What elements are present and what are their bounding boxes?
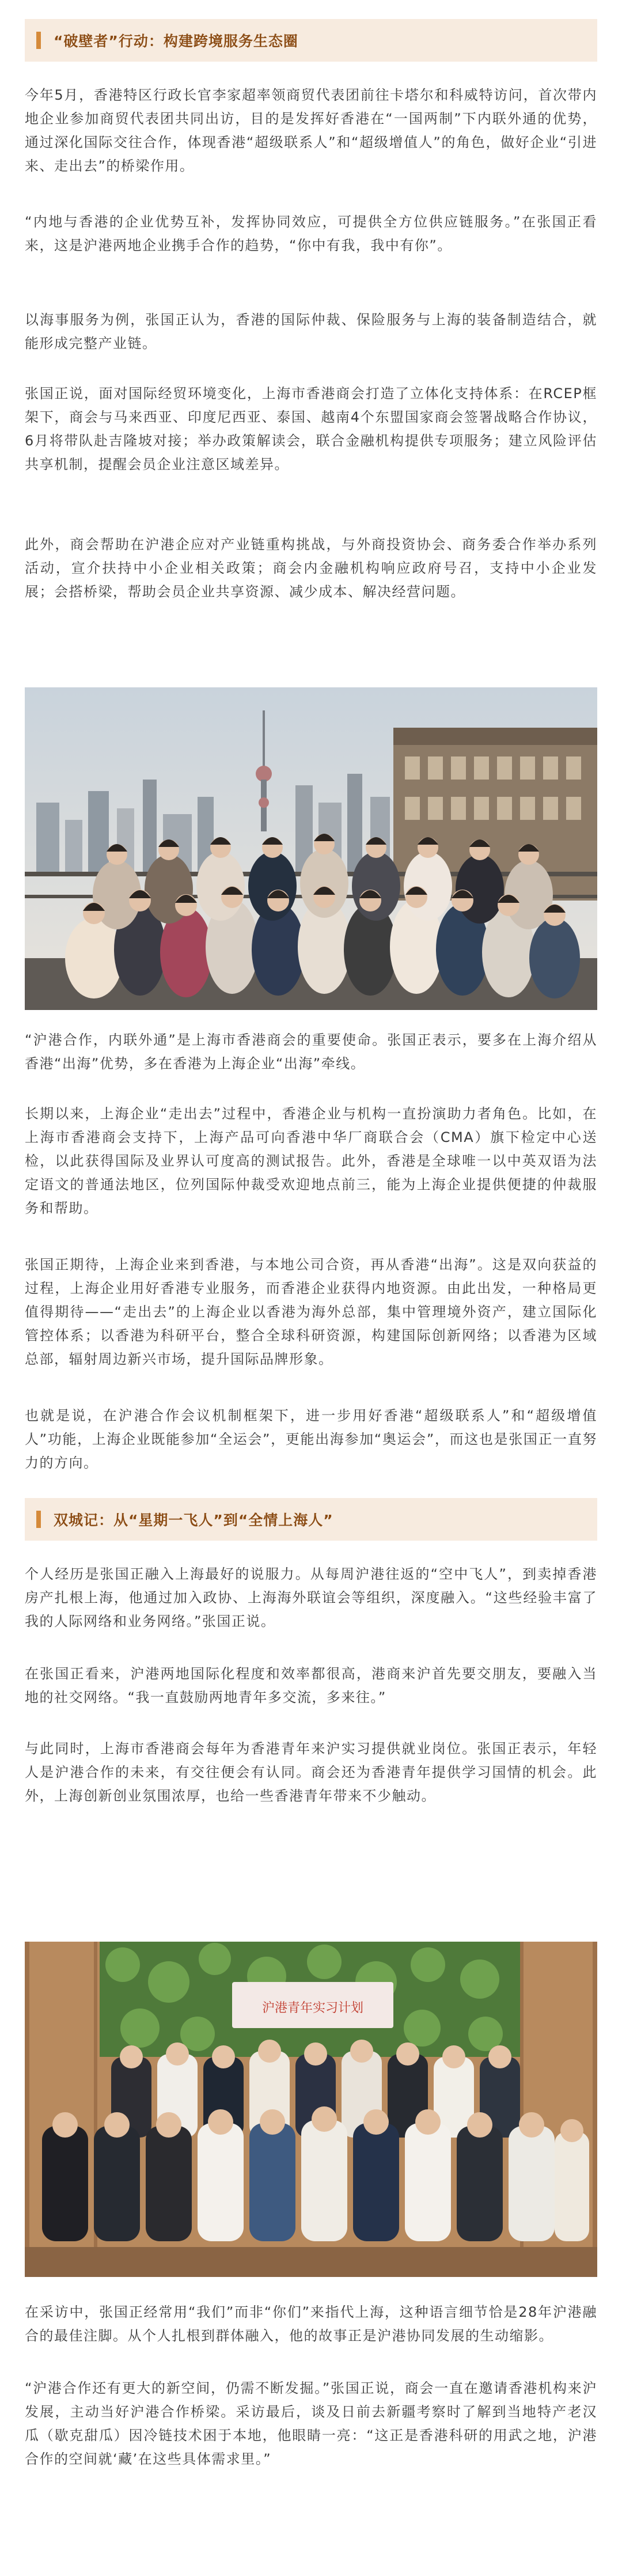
paragraph: 长期以来，上海企业“走出去”过程中，香港企业与机构一直扮演助力者角色。比如，在上海市香港商会支持下，上海产品可向香港中华厂商联合会（CMA）旗下检定中心送检，以此获得国际及业界认可度高的测试报告。此外，香港是全球唯一以中英双语为法定语文的普通法地区，位列国际仲裁受欢迎地点前三，能为上海企业提供便捷的仲裁服务和帮助。 [25,1106,597,1216]
paragraph: “沪港合作，内联外通”是上海市香港商会的重要使命。张国正表示，要多在上海介绍从香港“出海”优势，多在香港为上海企业“出海”牵线。 [25,1032,597,1072]
paragraph: 在张国正看来，沪港两地国际化程度和效率都很高，港商来沪首先要交朋友，要融入当地的社交网络。“我一直鼓励两地青年多交流，多来往。” [25,1666,597,1705]
paragraph: 在采访中，张国正经常用“我们”而非“你们”来指代上海，这种语言细节恰是28年沪港融合的最佳注脚。从个人扎根到群体融入，他的故事正是沪港协同发展的生动缩影。 [25,2304,597,2344]
heading-accent-bar [36,1511,41,1528]
indoor-photo-illustration [25,1942,597,2277]
group-photo-rooftop [25,687,597,1010]
banner-text: 沪港青年实习计划 [261,2001,364,2015]
section-title: “破壁者”行动：构建跨境服务生态圈 [54,33,298,50]
paragraph: 张国正说，面对国际经贸环境变化，上海市香港商会打造了立体化支持体系：在RCEP框架下，商会与马来西亚、印度尼西亚、泰国、越南4个东盟国家商会签署战略合作协议，6月将带队赴吉隆坡对接；举办政策解读会，联合金融机构提供专项服务；建立风险评估共享机制，提醒会员企业注意区域差异。 [25,385,597,472]
paragraph: “内地与香港的企业优势互补，发挥协同效应，可提供全方位供应链服务。”在张国正看来，这是沪港两地企业携手合作的趋势，“你中有我，我中有你”。 [25,214,597,254]
rooftop-photo-illustration [25,687,597,1010]
paragraph: 与此同时，上海市香港商会每年为香港青年来沪实习提供就业岗位。张国正表示，年轻人是沪港合作的未来，有交往便会有认同。商会还为香港青年提供学习国情的机会。此外，上海创新创业氛围浓厚，也给一些香港青年带来不少触动。 [25,1741,597,1804]
paragraph: 个人经历是张国正融入上海最好的说服力。从每周沪港往返的“空中飞人”，到卖掉香港房产扎根上海，他通过加入政协、上海海外联谊会等组织，深度融入。“这些经验丰富了我的人际网络和业务网络。”张国正说。 [25,1566,597,1629]
paragraph: 以海事服务为例，张国正认为，香港的国际仲裁、保险服务与上海的装备制造结合，就能形成完整产业链。 [25,312,597,351]
section-title: 双城记：从“星期一飞人”到“全情上海人” [54,1512,333,1529]
group-photo-indoor [25,1942,597,2277]
heading-accent-bar [36,32,41,49]
paragraph: 此外，商会帮助在沪港企应对产业链重构挑战，与外商投资协会、商务委合作举办系列活动，宣介扶持中小企业相关政策；商会内金融机构响应政府号召，支持中小企业发展；会搭桥梁，帮助会员企业共享资源、减少成本、解决经营问题。 [25,536,597,600]
paragraph: 也就是说，在沪港合作会议机制框架下，进一步用好香港“超级联系人”和“超级增值人”功能，上海企业既能参加“全运会”，更能出海参加“奥运会”，而这也是张国正一直努力的方向。 [25,1408,597,1471]
section-heading-breakthrough [25,19,597,62]
paragraph: 今年5月，香港特区行政长官李家超率领商贸代表团前往卡塔尔和科威特访问，首次带内地企业参加商贸代表团共同出访，目的是发挥好香港在“一国两制”下内联外通的优势，通过深化国际交往合作，体现香港“超级联系人”和“超级增值人”的角色，做好企业“引进来、走出去”的桥梁作用。 [25,87,597,174]
paragraph: “沪港合作还有更大的新空间，仍需不断发掘。”张国正说，商会一直在邀请香港机构来沪发展，主动当好沪港合作桥梁。采访最后，谈及日前去新疆考察时了解到当地特产老汉瓜（歇克甜瓜）因冷链技术困于本地，他眼睛一亮：“这正是香港科研的用武之地，沪港合作的空间就‘藏’在这些具体需求里。” [25,2380,597,2467]
paragraph: 张国正期待，上海企业来到香港，与本地公司合资，再从香港“出海”。这是双向获益的过程，上海企业用好香港专业服务，而香港企业获得内地资源。由此出发，一种格局更值得期待——“走出去”的上海企业以香港为海外总部，集中管理境外资产，建立国际化管控体系；以香港为科研平台，整合全球科研资源，构建国际创新网络；以香港为区域总部，辐射周边新兴市场，提升国际品牌形象。 [25,1257,597,1367]
section-heading-twin-cities [25,1498,597,1541]
